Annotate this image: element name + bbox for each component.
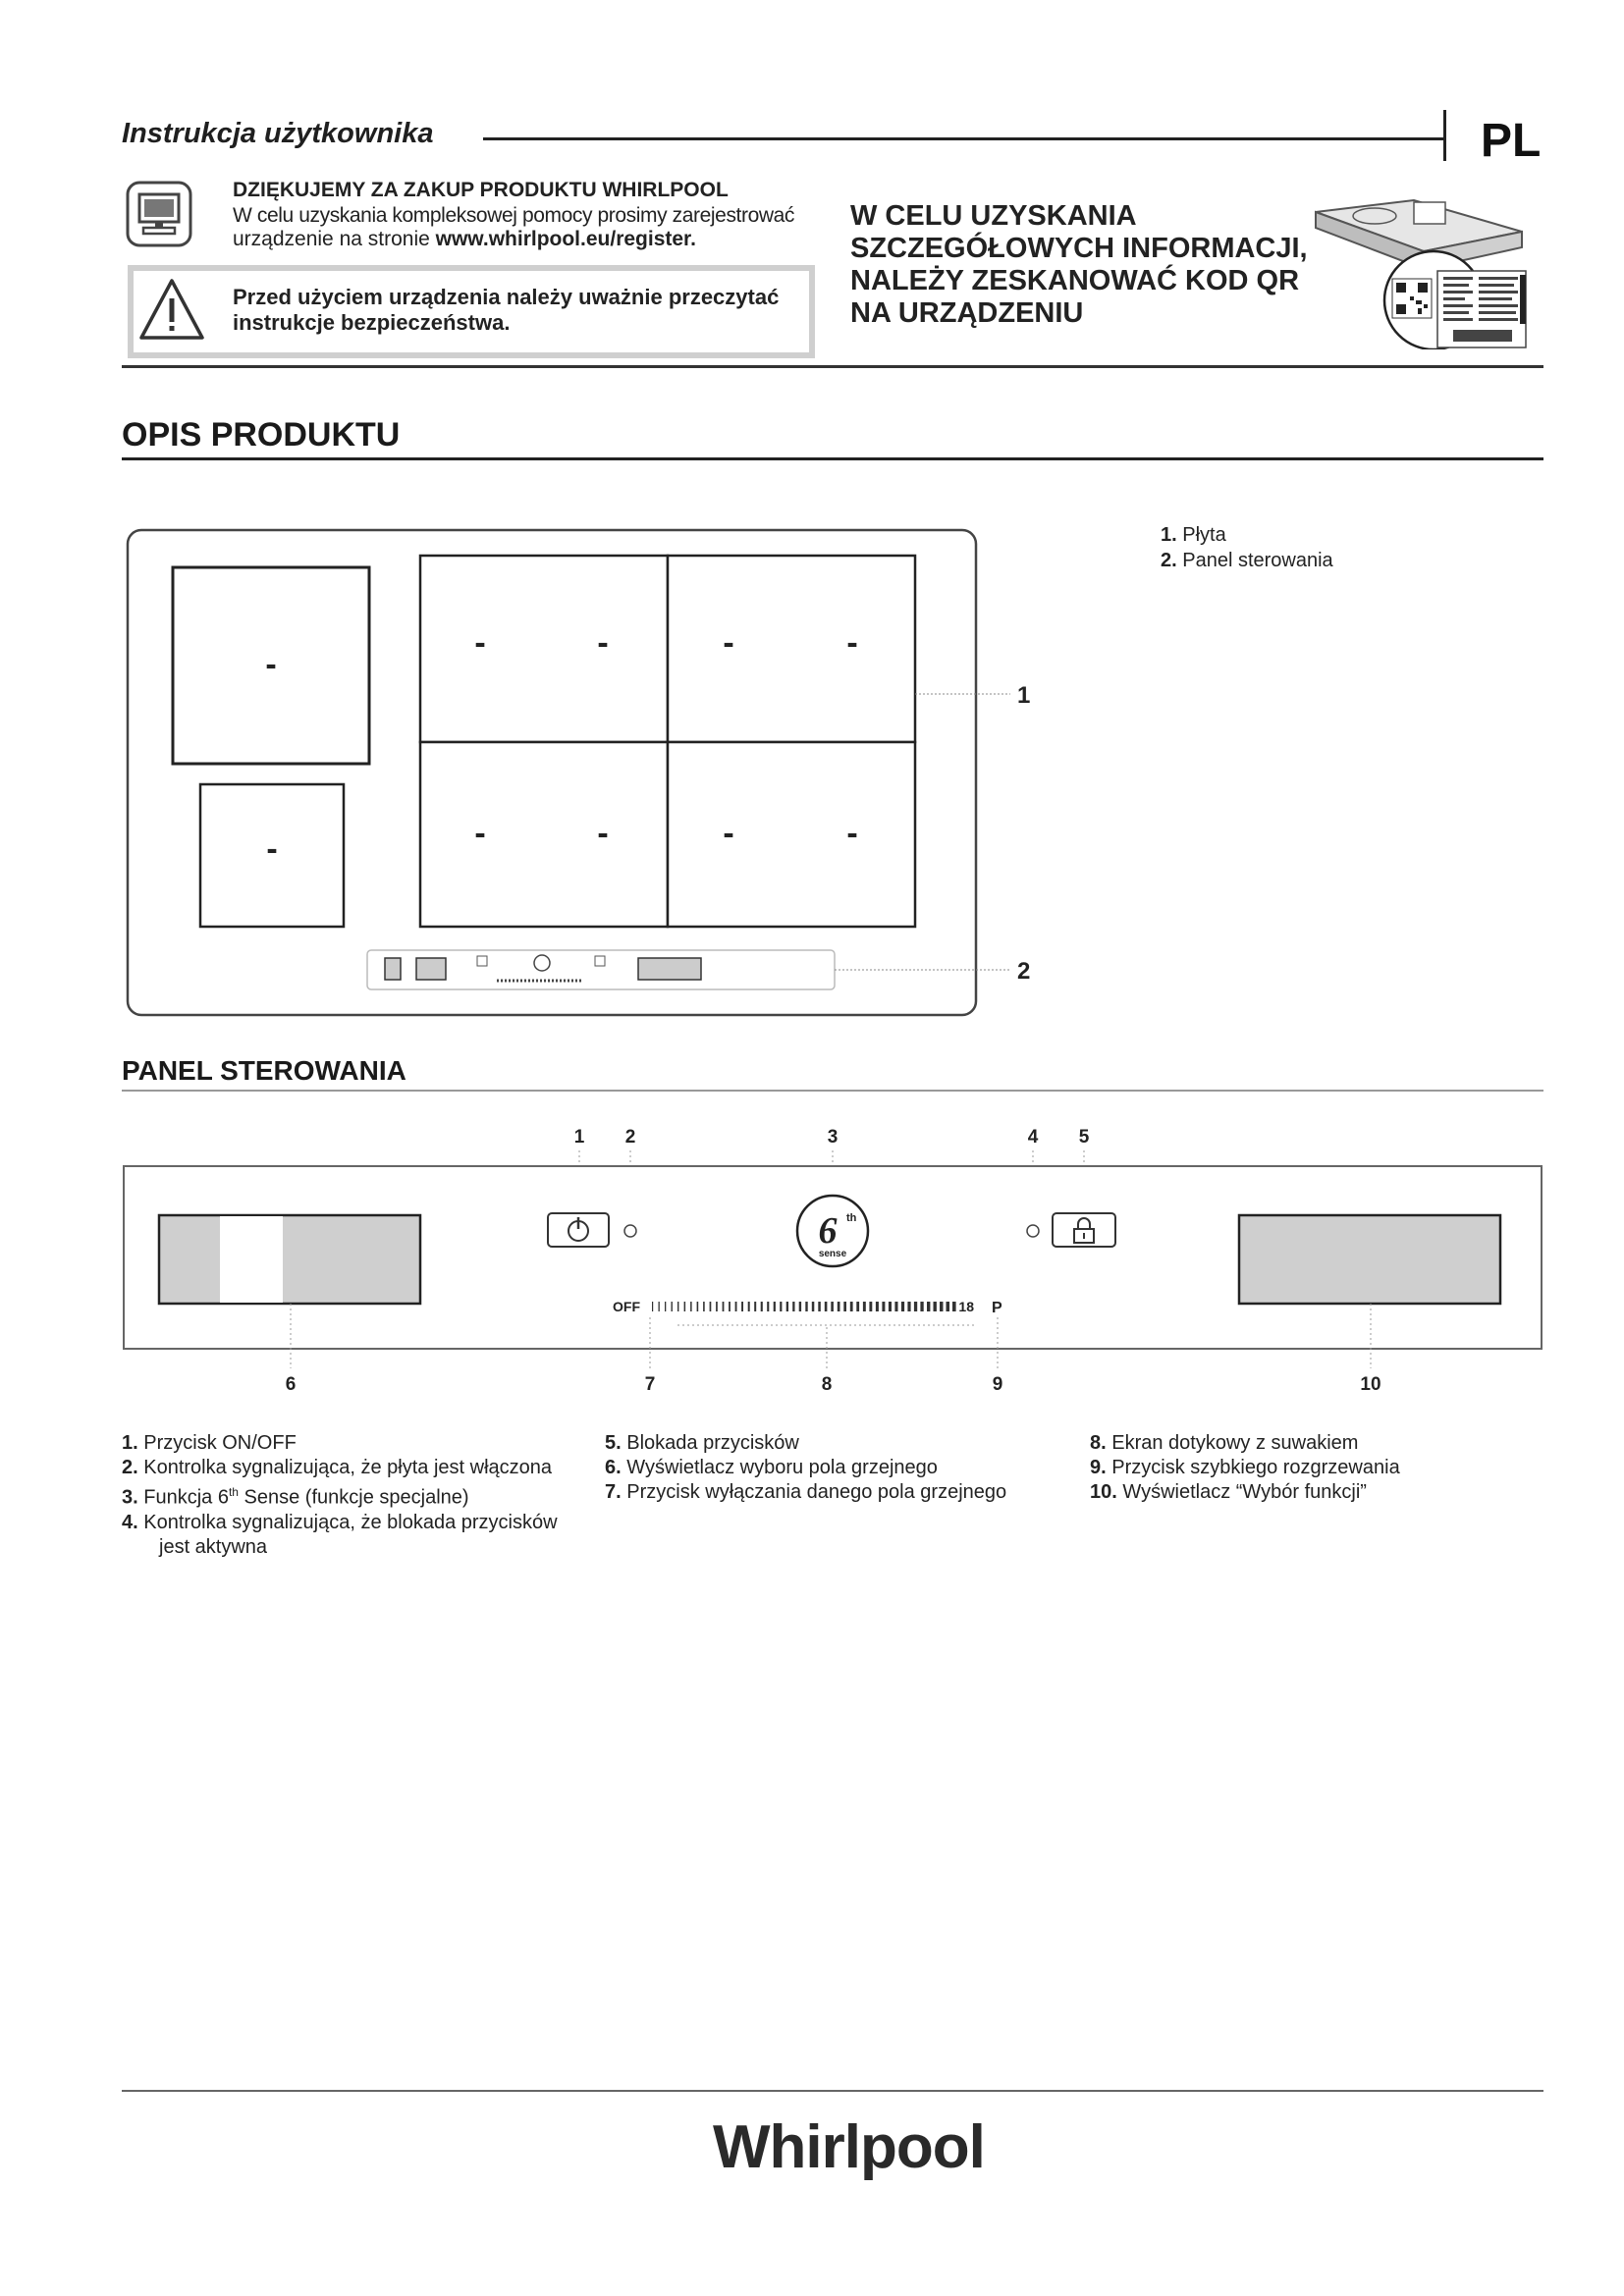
panel-label-5: 5	[1078, 1127, 1090, 1148]
legend-item: 2. Kontrolka sygnalizująca, że płyta jest włączona	[122, 1457, 553, 1478]
register-prefix: urządzenie na stronie	[233, 228, 436, 250]
slider-tick	[914, 1302, 917, 1311]
callout-1: 1	[1017, 682, 1031, 709]
slider-tick	[863, 1302, 866, 1311]
slider-tick	[856, 1302, 859, 1311]
slider-tick	[659, 1302, 660, 1311]
slider-tick	[729, 1302, 731, 1311]
sense-superscript: th	[846, 1212, 857, 1224]
control-panel-diagram	[118, 1119, 1551, 1404]
legend-item: 7. Przycisk wyłączania danego pola grzejnego	[605, 1481, 1007, 1503]
thanks-register-line	[233, 228, 696, 251]
slider-tick	[869, 1302, 872, 1311]
slider-tick	[786, 1302, 788, 1311]
legend-item: 3. Funkcja 6th Sense (funkcje specjalne)	[122, 1485, 469, 1509]
slider-tick	[780, 1302, 782, 1311]
slider-tick	[754, 1302, 756, 1311]
legend-item: 5. Blokada przycisków	[605, 1432, 799, 1454]
header-divider	[1443, 110, 1446, 161]
slider-tick	[684, 1302, 686, 1311]
slider-tick	[774, 1302, 776, 1311]
panel-label-10: 10	[1360, 1374, 1381, 1395]
slider-tick	[838, 1302, 840, 1311]
warning-icon	[137, 277, 206, 342]
slider-tick	[812, 1302, 815, 1311]
slider-tick	[825, 1302, 828, 1311]
panel-label-1: 1	[573, 1127, 585, 1148]
section-title-control-panel: PANEL STEROWANIA	[122, 1055, 406, 1086]
qr-line: NA URZĄDZENIU	[850, 297, 1084, 329]
slider-tick	[723, 1302, 725, 1311]
zone-mark: -	[266, 830, 278, 868]
slider-tick	[934, 1302, 937, 1311]
language-code: PL	[1481, 115, 1542, 167]
qr-instructions	[850, 200, 1322, 330]
zone-mark: -	[846, 624, 858, 662]
header-bottom-rule	[122, 365, 1543, 368]
slider-tick	[799, 1302, 801, 1311]
document-title: Instrukcja użytkownika	[122, 118, 434, 149]
qr-line: W CELU UZYSKANIA	[850, 200, 1137, 232]
panel-label-4: 4	[1027, 1127, 1039, 1148]
zone-mark: -	[723, 624, 734, 662]
thanks-line: W celu uzyskania kompleksowej pomocy prosimy zarejestrować	[233, 204, 795, 227]
slider-tick	[716, 1302, 718, 1311]
slider-tick	[940, 1302, 944, 1311]
slider-tick	[889, 1302, 892, 1311]
slider-tick	[672, 1302, 673, 1311]
panel-label-2: 2	[624, 1127, 636, 1148]
slider-tick	[697, 1302, 699, 1311]
slider-tick	[920, 1302, 923, 1311]
whirlpool-logo: Whirlpool	[713, 2113, 985, 2181]
section-rule	[122, 1090, 1543, 1092]
slider-tick	[947, 1302, 950, 1311]
panel-label-8: 8	[821, 1374, 833, 1395]
slider-tick	[952, 1302, 956, 1311]
panel-label-9: 9	[992, 1374, 1003, 1395]
slider-tick	[894, 1302, 897, 1311]
zone-mark: -	[723, 815, 734, 852]
zone-mark: -	[846, 815, 858, 852]
zone-mark: -	[474, 815, 486, 852]
slider-tick	[710, 1302, 712, 1311]
slider-tick	[882, 1302, 885, 1311]
slider-tick	[805, 1302, 807, 1311]
legend-item-continuation: jest aktywna	[159, 1535, 268, 1558]
slider-tick	[761, 1302, 763, 1311]
slider-tick	[735, 1302, 737, 1311]
footer-rule	[122, 2090, 1543, 2092]
slider-off-label: OFF	[613, 1299, 640, 1314]
panel-label-3: 3	[827, 1127, 839, 1148]
legend-item: 4. Kontrolka sygnalizująca, że blokada przycisków	[122, 1511, 558, 1533]
panel-label-6: 6	[285, 1374, 297, 1395]
legend-column-1	[122, 1431, 573, 1560]
slider-tick	[843, 1302, 846, 1311]
slider-tick	[831, 1302, 834, 1311]
sense-number: 6	[818, 1210, 838, 1252]
warning-text: Przed użyciem urządzenia należy uważnie przeczytać instrukcje bezpieczeństwa.	[233, 285, 780, 335]
section-title-product: OPIS PRODUKTU	[122, 416, 401, 454]
slider-tick	[652, 1302, 653, 1311]
legend-item: 6. Wyświetlacz wyboru pola grzejnego	[605, 1457, 938, 1478]
legend-column-3	[1090, 1431, 1542, 1505]
legend-item: 9. Przycisk szybkiego rozgrzewania	[1090, 1457, 1400, 1478]
zone-mark: -	[597, 624, 609, 662]
panel-label-7: 7	[644, 1374, 656, 1395]
product-legend-item: 2. Panel sterowania	[1161, 550, 1333, 571]
slider-tick	[767, 1302, 769, 1311]
slider-tick	[690, 1302, 692, 1311]
boost-label: P	[992, 1300, 1002, 1316]
qr-line: NALEŻY ZESKANOWAĆ KOD QR	[850, 265, 1300, 296]
slider-tick	[792, 1302, 794, 1311]
sense-word: sense	[818, 1249, 847, 1259]
slider-max-label: 18	[958, 1299, 974, 1314]
thanks-heading: DZIĘKUJEMY ZA ZAKUP PRODUKTU WHIRLPOOL	[233, 179, 729, 201]
slider-tick	[665, 1302, 666, 1311]
callout-2: 2	[1017, 958, 1031, 985]
slider-tick	[703, 1302, 705, 1311]
header-rule	[483, 137, 1443, 140]
zone-mark: -	[597, 815, 609, 852]
qr-line: SZCZEGÓŁOWYCH INFORMACJI,	[850, 233, 1308, 264]
legend-column-2	[605, 1431, 1066, 1505]
slider-tick	[876, 1302, 879, 1311]
monitor-icon	[126, 181, 192, 247]
legend-item: 1. Przycisk ON/OFF	[122, 1432, 297, 1454]
zone-mark: -	[474, 624, 486, 662]
slider-tick	[927, 1302, 930, 1311]
register-link[interactable]: www.whirlpool.eu/register.	[435, 228, 696, 250]
slider-tick	[907, 1302, 910, 1311]
hob-diagram	[122, 524, 1064, 1025]
slider-tick	[741, 1302, 743, 1311]
product-legend-item: 1. Płyta	[1161, 524, 1226, 546]
zone-mark: -	[265, 646, 277, 683]
slider-tick	[748, 1302, 750, 1311]
slider-tick	[850, 1302, 853, 1311]
slider-tick	[818, 1302, 821, 1311]
legend-item: 10. Wyświetlacz “Wybór funkcji”	[1090, 1481, 1367, 1503]
qr-label-illustration	[1306, 192, 1551, 349]
slider-tick	[901, 1302, 904, 1311]
section-rule	[122, 457, 1543, 460]
legend-item: 8. Ekran dotykowy z suwakiem	[1090, 1432, 1359, 1454]
slider-tick	[677, 1302, 678, 1311]
